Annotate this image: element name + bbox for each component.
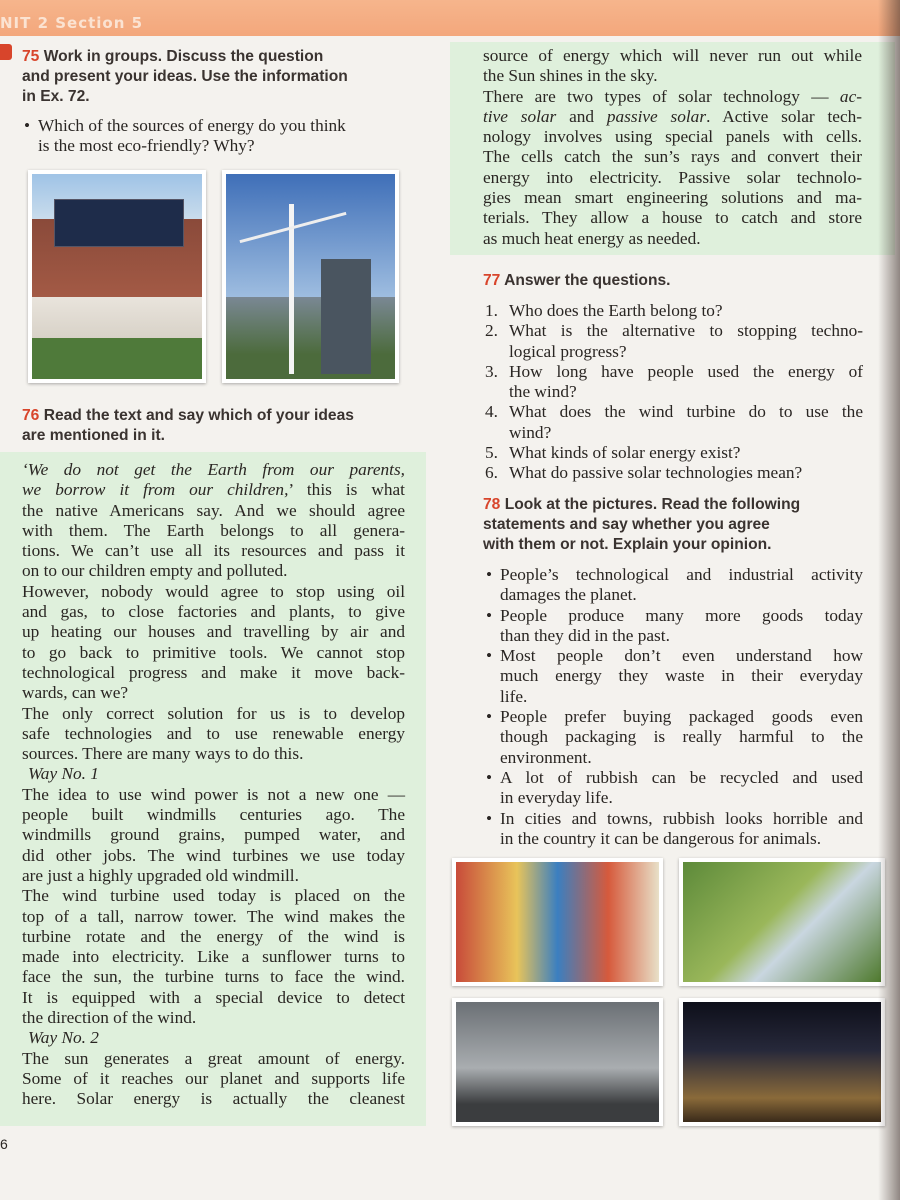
text-line: here. Solar energy is actually the cleanest xyxy=(22,1089,405,1109)
text-line: to go back to primitive tools. We cannot stop xyxy=(22,642,405,662)
text-line: in the country it can be dangerous for animals. xyxy=(500,828,822,848)
text-line: as much heat energy as needed. xyxy=(483,228,701,248)
solar-panel-shape xyxy=(54,199,184,247)
question-number: 6. xyxy=(485,463,498,483)
text-segment: ’ this is what xyxy=(288,480,405,500)
text-line: safe technologies and to use renewable energy xyxy=(22,723,405,743)
heading-text: Read the text and say which of your ideas xyxy=(43,407,354,424)
text-line xyxy=(22,480,405,500)
reading-text-right xyxy=(483,46,862,249)
question-number: 1. xyxy=(485,301,498,320)
exercise-78-heading xyxy=(483,495,800,555)
audio-icon xyxy=(0,44,12,60)
text-line: the Sun shines in the sky. xyxy=(483,66,658,86)
bullet-item xyxy=(24,116,404,157)
text-line: People produce many more goods today xyxy=(500,605,863,625)
way-subheading: Way No. 1 xyxy=(28,764,99,784)
text-line: though packaging is really harmful to the xyxy=(500,727,863,747)
photo-rubbish-on-grass xyxy=(679,858,885,986)
exercise-75-heading xyxy=(22,47,348,107)
unit-section-label: NIT 2 Section 5 xyxy=(0,14,144,32)
photo-house-solar-panels xyxy=(28,170,206,383)
bullet-icon: • xyxy=(486,767,493,787)
question-number: 4. xyxy=(485,402,498,422)
text-line: much energy they waste in their everyday xyxy=(500,666,863,686)
question-item xyxy=(485,463,863,483)
exercise-number: 76 xyxy=(22,407,40,424)
heading-text: are mentioned in it. xyxy=(22,427,165,444)
text-line: What kinds of solar energy exist? xyxy=(509,443,741,463)
question-item xyxy=(485,301,863,321)
text-line: However, nobody would agree to stop using oil xyxy=(22,581,405,601)
text-line: Who does the Earth belong to? xyxy=(509,301,723,320)
text-line: gies mean smart engineering solutions and ma- xyxy=(483,188,862,208)
heading-line xyxy=(483,495,800,515)
bullet-icon: • xyxy=(486,707,493,727)
text-line: It is equipped with a special device to detect xyxy=(22,987,405,1007)
skyscraper-shape xyxy=(321,259,371,374)
heading-text: with them or not. Explain your opinion. xyxy=(483,536,772,553)
text-line: up heating our houses and travelling by air and xyxy=(22,622,405,642)
photo-supermarket-shopping xyxy=(452,858,663,986)
statement-item xyxy=(486,707,863,768)
photo-city-at-night xyxy=(679,998,885,1126)
heading-line xyxy=(483,535,800,555)
text-line xyxy=(483,87,862,107)
question-item xyxy=(485,402,863,443)
bullet-icon: • xyxy=(486,646,493,666)
text-line: Some of it reaches our planet and supports life xyxy=(22,1068,405,1088)
text-line: life. xyxy=(500,686,528,706)
text-line: environment. xyxy=(500,747,592,767)
exercise-number: 78 xyxy=(483,496,501,513)
text-line: logical progress? xyxy=(509,341,627,361)
heading-line xyxy=(483,515,800,535)
page-binding-shadow xyxy=(878,0,900,1200)
heading-line xyxy=(22,406,354,426)
text-line: What does the wind turbine do to use the xyxy=(509,402,863,422)
text-line: A lot of rubbish can be recycled and used xyxy=(500,767,863,787)
bullet-icon: • xyxy=(486,605,493,625)
heading-text: Look at the pictures. Read the following xyxy=(504,496,801,513)
text-line: the direction of the wind. xyxy=(22,1008,197,1028)
text-line: than they did in the past. xyxy=(500,625,670,645)
statement-item xyxy=(486,768,863,809)
heading-line xyxy=(22,47,348,67)
italic-text: ‘We do not get the Earth from our parents, xyxy=(22,460,405,479)
heading-line xyxy=(22,87,348,107)
italic-text: passive solar xyxy=(606,106,707,126)
exercise-number: 75 xyxy=(22,48,40,65)
heading-text: statements and say whether you agree xyxy=(483,516,770,533)
text-line: Which of the sources of energy do you think xyxy=(38,116,346,135)
text-line: The wind turbine used today is placed on the xyxy=(22,886,405,906)
exercise-75-bullet xyxy=(24,116,404,157)
text-line: wards, can we? xyxy=(22,683,129,703)
text-line: What do passive solar technologies mean? xyxy=(509,463,803,483)
text-line: did other jobs. The wind turbines we use today xyxy=(22,845,405,865)
bullet-icon: • xyxy=(486,565,493,584)
exercise-77-heading xyxy=(483,271,671,291)
heading-text: in Ex. 72. xyxy=(22,88,90,105)
text-line: The sun generates a great amount of energy. xyxy=(22,1048,405,1068)
text-line: Most people don’t even understand how xyxy=(500,646,863,666)
exercise-76-heading xyxy=(22,406,354,446)
text-line: windmills ground grains, pumped water, and xyxy=(22,825,405,845)
text-line: wind? xyxy=(509,422,552,442)
text-line: The idea to use wind power is not a new one — xyxy=(22,784,405,804)
statement-item xyxy=(486,565,863,606)
text-line: What is the alternative to stopping techno- xyxy=(509,321,863,341)
question-item xyxy=(485,443,863,463)
text-line: sources. There are many ways to do this. xyxy=(22,744,304,764)
text-line xyxy=(483,107,862,127)
text-line: are just a highly upgraded old windmill. xyxy=(22,865,299,885)
text-line: nology involves using special panels with cells. xyxy=(483,127,862,147)
exercise-number: 77 xyxy=(483,272,501,289)
text-line: people built windmills centuries ago. The xyxy=(22,805,405,825)
text-line: How long have people used the energy of xyxy=(509,361,863,381)
text-line: is the most eco-friendly? Why? xyxy=(38,136,255,156)
text-line: energy into electricity. Passive solar technolo- xyxy=(483,167,862,187)
text-line: turbine rotate and the energy of the wind is xyxy=(22,926,405,946)
bullet-icon: • xyxy=(486,808,493,828)
statement-item xyxy=(486,606,863,647)
text-line: In cities and towns, rubbish looks horrible and xyxy=(500,808,863,828)
text-line: The only correct solution for us is to develop xyxy=(22,703,405,723)
text-line: tions. We can’t use all its resources and pass it xyxy=(22,541,405,561)
text-line: damages the planet. xyxy=(500,585,637,605)
heading-text: Answer the questions. xyxy=(504,272,671,289)
exercise-78-statements xyxy=(486,565,863,849)
page-number: 6 xyxy=(0,1136,8,1152)
question-item xyxy=(485,362,863,403)
text-line: The cells catch the sun’s rays and convert their xyxy=(483,147,862,167)
heading-text: Work in groups. Discuss the question xyxy=(43,48,324,65)
italic-text: we borrow it from our children, xyxy=(22,480,289,500)
photo-factory-smoke xyxy=(452,998,663,1126)
exercise-77-questions xyxy=(485,301,863,484)
text-line: the native Americans say. And we should agree xyxy=(22,500,405,520)
text-line: technological progress and make it move back- xyxy=(22,662,405,682)
text-line: with them. The Earth belongs to all genera- xyxy=(22,520,405,540)
text-line: People’s technological and industrial activity xyxy=(500,565,863,584)
text-line: top of a tall, narrow tower. The wind makes the xyxy=(22,906,405,926)
question-number: 2. xyxy=(485,321,498,341)
question-item xyxy=(485,321,863,362)
text-segment: and xyxy=(556,106,607,126)
reading-text-left xyxy=(22,460,405,1110)
text-line: source of energy which will never run out while xyxy=(483,46,862,65)
photo-wind-turbine-city xyxy=(222,170,399,383)
question-number: 5. xyxy=(485,443,498,463)
heading-text: and present your ideas. Use the information xyxy=(22,68,348,85)
text-line: made into electricity. Like a sunflower turns to xyxy=(22,947,405,967)
text-segment: . Active solar tech- xyxy=(706,106,863,126)
italic-text: ac- xyxy=(839,86,862,106)
italic-text: tive solar xyxy=(483,106,557,126)
text-line: the wind? xyxy=(509,382,577,402)
text-line: and gas, to close factories and plants, to give xyxy=(22,602,405,622)
text-line xyxy=(22,460,405,480)
bullet-icon: • xyxy=(24,116,31,135)
text-segment: There are two types of solar technology — xyxy=(483,86,840,106)
statement-item xyxy=(486,646,863,707)
text-line: People prefer buying packaged goods even xyxy=(500,707,863,727)
text-line: terials. They allow a house to catch and store xyxy=(483,208,862,228)
text-line: in everyday life. xyxy=(500,788,613,808)
question-number: 3. xyxy=(485,361,498,381)
heading-line xyxy=(483,271,671,291)
heading-line xyxy=(22,426,354,446)
way-subheading: Way No. 2 xyxy=(28,1028,99,1048)
text-line: on to our children empty and polluted. xyxy=(22,561,288,581)
heading-line xyxy=(22,67,348,87)
statement-item xyxy=(486,809,863,850)
text-line: face the sun, the turbine turns to face the wind. xyxy=(22,967,405,987)
